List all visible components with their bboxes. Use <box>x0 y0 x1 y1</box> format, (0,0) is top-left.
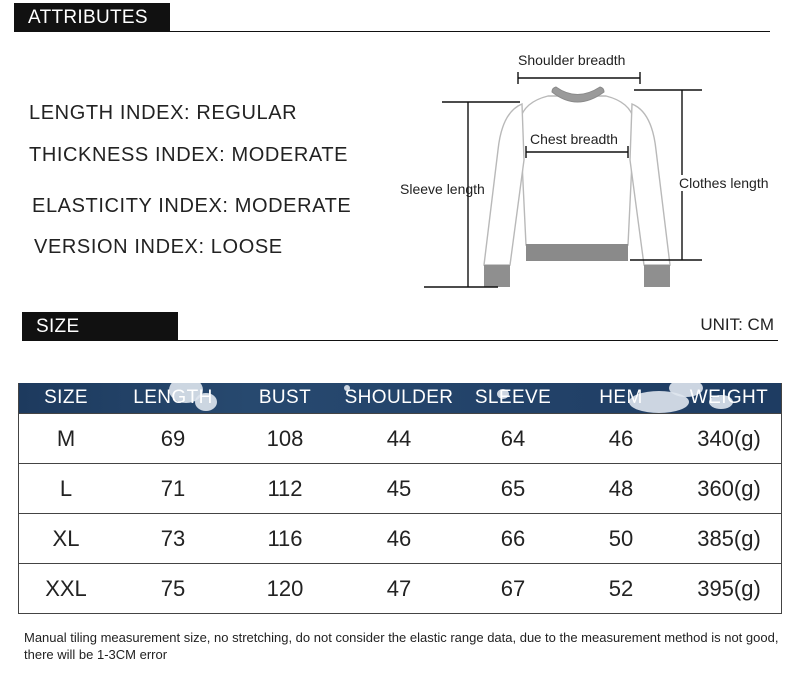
table-row <box>19 563 781 613</box>
sweater-left-sleeve <box>484 104 524 265</box>
size-display-heading: SIZE DISPLAY <box>22 312 178 341</box>
chest-breadth-label: Chest breadth <box>530 131 618 147</box>
sweater-measurement-diagram <box>390 40 804 302</box>
cell-weight: 385(g) <box>697 526 761 551</box>
measurement-note: Manual tiling measurement size, no stretching, do not consider the elastic range data, due to the measurement method is not good, there will be 1-3CM error <box>24 630 779 662</box>
sweater-body-shape <box>520 96 634 245</box>
unit-label: UNIT: CM <box>700 315 774 334</box>
sweater-right-cuff <box>644 265 670 287</box>
header-weight: WEIGHT <box>689 387 769 408</box>
cell-shoulder: 44 <box>386 426 412 451</box>
cell-weight: 395(g) <box>697 576 761 601</box>
header-hem: HEM <box>599 387 643 408</box>
cell-bust: 108 <box>266 426 304 451</box>
table-row <box>19 463 781 513</box>
sweater-illustration <box>390 40 804 302</box>
cell-bust: 112 <box>267 476 303 501</box>
header-sleeve: SLEEVE <box>474 387 552 408</box>
attribute-thickness-index: THICKNESS INDEX: MODERATE <box>29 144 349 166</box>
header-length: LENGTH <box>133 387 213 408</box>
size-display-divider <box>22 340 778 341</box>
cell-hem: 48 <box>608 476 634 501</box>
cell-length: 75 <box>160 576 186 601</box>
cell-sleeve: 67 <box>500 576 526 601</box>
size-display-section-header <box>22 312 778 366</box>
cell-length: 71 <box>160 476 186 501</box>
cell-weight: 340(g) <box>697 426 761 451</box>
cell-size: XL <box>52 526 80 551</box>
cell-shoulder: 47 <box>386 576 412 601</box>
header-bust: BUST <box>258 387 312 408</box>
cell-sleeve: 64 <box>500 426 526 451</box>
attribute-elasticity-index: ELASTICITY INDEX: MODERATE <box>32 195 352 217</box>
table-row <box>19 413 781 463</box>
cell-weight: 360(g) <box>697 476 761 501</box>
attributes-section-header <box>14 3 770 32</box>
table-row <box>19 513 781 563</box>
cell-sleeve: 66 <box>500 526 526 551</box>
sweater-right-sleeve <box>630 104 670 265</box>
attribute-length-index: LENGTH INDEX: REGULAR <box>29 102 298 124</box>
sleeve-length-label: Sleeve length <box>400 181 485 197</box>
clothes-length-label: Clothes length <box>679 175 769 191</box>
cell-size: M <box>56 426 76 451</box>
cell-shoulder: 46 <box>386 526 412 551</box>
cell-shoulder: 45 <box>386 476 412 501</box>
cell-bust: 116 <box>267 526 303 551</box>
cell-hem: 46 <box>608 426 634 451</box>
size-table-header <box>19 383 781 413</box>
cell-size: L <box>59 476 73 501</box>
cell-bust: 120 <box>266 576 304 601</box>
attribute-version-index: VERSION INDEX: LOOSE <box>34 236 283 258</box>
header-size: SIZE <box>44 387 88 408</box>
size-table <box>18 383 782 614</box>
cell-sleeve: 65 <box>500 476 526 501</box>
cell-length: 69 <box>160 426 186 451</box>
shoulder-breadth-label: Shoulder breadth <box>518 52 626 68</box>
attributes-divider <box>14 31 770 32</box>
header-shoulder: SHOULDER <box>344 387 454 408</box>
cell-size: XXL <box>45 576 87 601</box>
cell-hem: 52 <box>608 576 634 601</box>
attributes-heading: ATTRIBUTES <box>14 3 170 32</box>
sweater-hem-ribbing <box>526 244 628 261</box>
cell-length: 73 <box>160 526 186 551</box>
cell-hem: 50 <box>608 526 634 551</box>
sweater-left-cuff <box>484 265 510 287</box>
